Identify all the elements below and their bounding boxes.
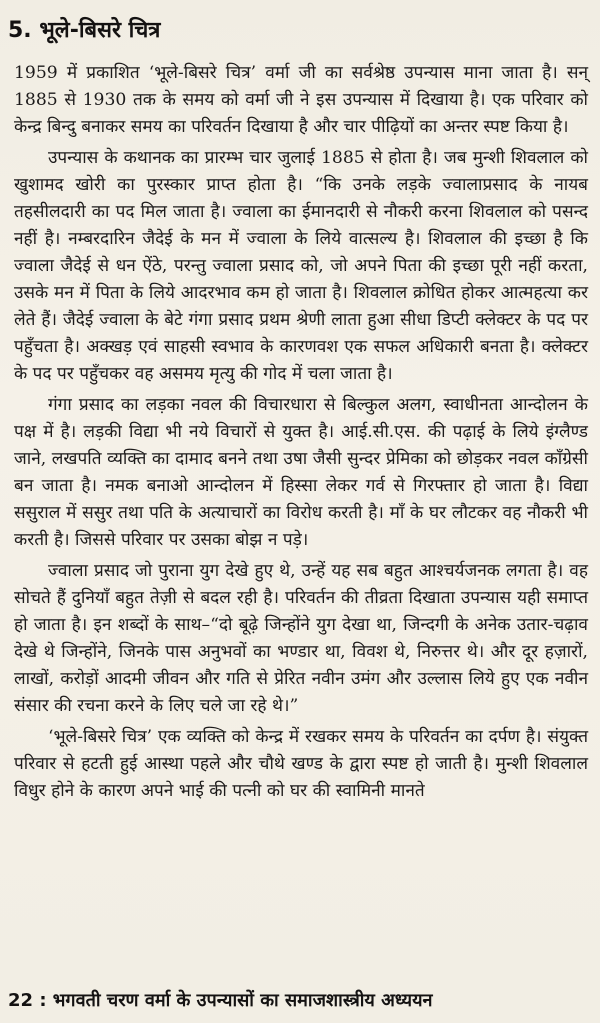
- body-text: [14, 60, 588, 809]
- paragraph-1: 1959 में प्रकाशित ‘भूले-बिसरे चित्र’ वर्मा जी का सर्वश्रेष्ठ उपन्यास माना जाता है। सन् 1885 से 1930 तक के समय को वर्मा जी ने इस उपन्यास में दिखाया है। एक परिवार को केन्द्र बिन्दु बनाकर समय का परिवर्तन दिखाया है और चार पीढ़ियों का अन्तर स्पष्ट किया है।: [14, 63, 588, 137]
- section-heading: 5. भूले-बिसरे चित्र: [8, 18, 161, 43]
- paragraph-2: उपन्यास के कथानक का प्रारम्भ चार जुलाई 1885 से होता है। जब मुन्शी शिवलाल को खुशामद खोरी का पुरस्कार प्राप्त होता है। “कि उनके लड़के ज्वालाप्रसाद के नायब तहसीलदारी का पद मिल जाता है। ज्वाला का ईमानदारी से नौकरी करना शिवलाल को पसन्द नहीं है। नम्बरदारिन जैदेई के मन में ज्वाला के लिये वात्सल्य है। शिवलाल की इच्छा है कि ज्वाला जैदेई से धन ऐंठे, परन्तु ज्वाला प्रसाद को, जो अपने पिता की इच्छा पूरी नहीं करता, उसके मन में पिता के लिये आदरभाव कम हो जाता है। शिवलाल क्रोधित होकर आत्महत्या कर लेते हैं। जैदेई ज्वाला के बेटे गंगा प्रसाद प्रथम श्रेणी लाता हुआ सीधा डिप्टी क्लेक्टर के पद पर पहुँचता है। अक्खड़ एवं साहसी स्वभाव के कारणवश एक सफल अधिकारी बनता है। क्लेक्टर के पद पर पहुँचकर वह असमय मृत्यु की गोद में चला जाता है।: [14, 148, 588, 384]
- paragraph-3: गंगा प्रसाद का लड़का नवल की विचारधारा से बिल्कुल अलग, स्वाधीनता आन्दोलन के पक्ष में है। लड़की विद्या भी नये विचारों से युक्त है। आई.सी.एस. की पढ़ाई के लिये इंग्लैण्ड जाने, लखपति व्यक्ति का दामाद बनने तथा उषा जैसी सुन्दर प्रेमिका को छोड़कर नवल कॉंग्रेसी बन जाता है। नमक बनाओ आन्दोलन में हिस्सा लेकर गर्व से गिरफ्तार हो जाता है। विद्या ससुराल में ससुर तथा पति के अत्याचारों का विरोध करती है। माँ के घर लौटकर वह नौकरी भी करती है। जिससे परिवार पर उसका बोझ न पड़े।: [14, 395, 588, 550]
- paragraph-5: ‘भूले-बिसरे चित्र’ एक व्यक्ति को केन्द्र में रखकर समय के परिवर्तन का दर्पण है। संयुक्त परिवार से हटती हुई आस्था पहले और चौथे खण्ड के द्वारा स्पष्ट हो जाती है। मुन्शी शिवलाल विधुर होने के कारण अपने भाई की पत्नी को घर की स्वामिनी मानते: [14, 727, 588, 801]
- paragraph-4: ज्वाला प्रसाद जो पुराना युग देखे हुए थे, उन्हें यह सब बहुत आश्चर्यजनक लगता है। वह सोचते हैं दुनियाँ बहुत तेज़ी से बदल रही है। परिवर्तन की तीव्रता दिखाता उपन्यास यही समाप्त हो जाता है। इन शब्दों के साथ–“दो बूढ़े जिन्होंने युग देखा था, जिन्दगी के अनेक उतार-चढ़ाव देखे थे जिन्होंने, जिनके पास अनुभवों का भण्डार था, विवश थे, निरुत्तर थे। और दूर हज़ारों, लाखों, करोड़ों आदमी जीवन और गति से प्रेरित नवीन उमंग और उल्लास लिये हुए एक नवीन संसार की रचना करने के लिए चले जा रहे थे।”: [14, 561, 588, 716]
- page-footer: 22 : भगवती चरण वर्मा के उपन्यासों का समाजशास्त्रीय अध्ययन: [8, 990, 433, 1011]
